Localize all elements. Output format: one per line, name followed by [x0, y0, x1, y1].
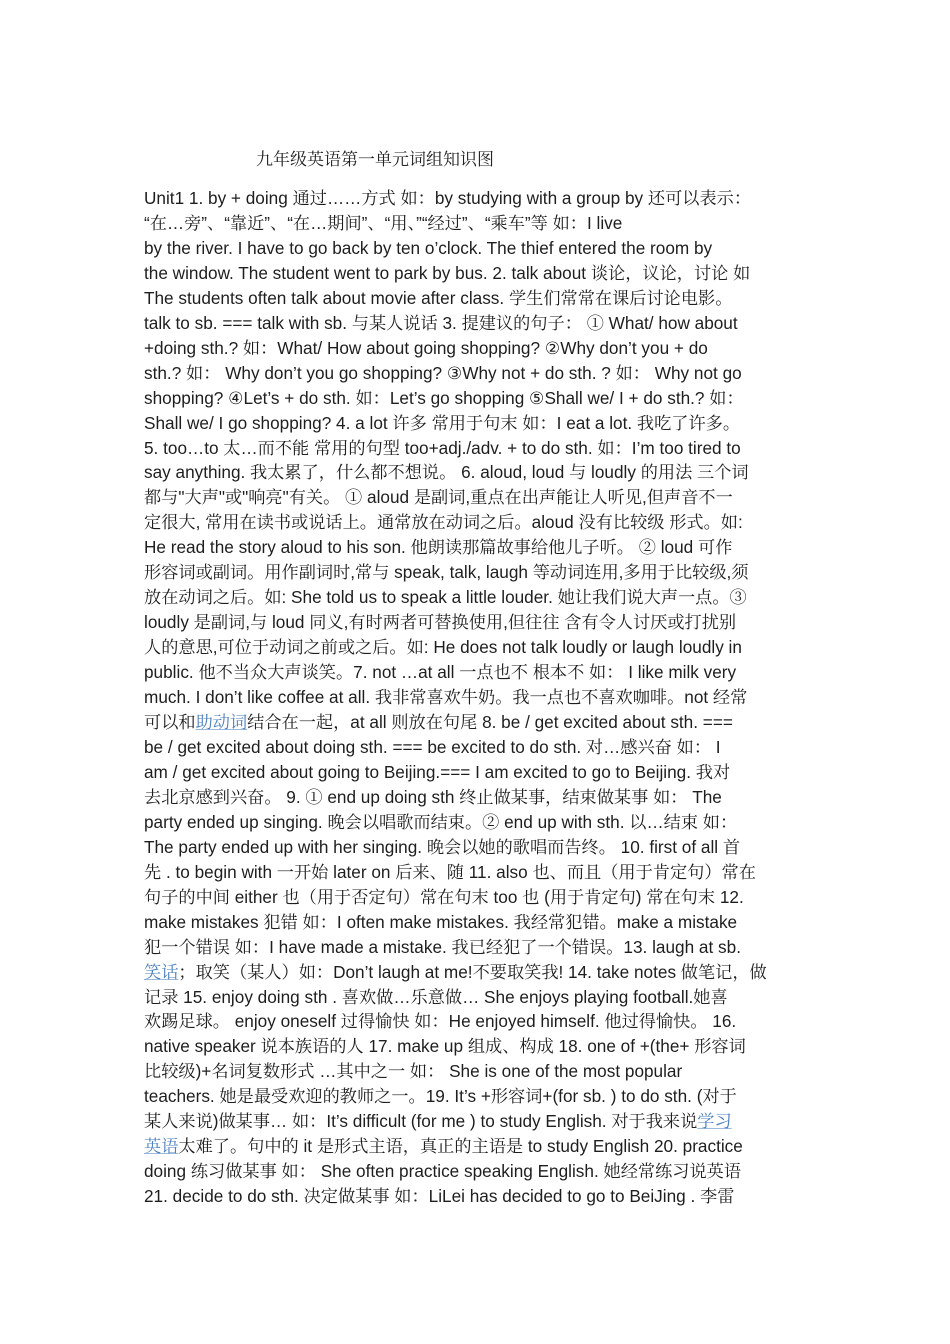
text-line: [144, 510, 810, 535]
text-segment: 5. too…to 太…而不能 常用的句型 too+adj./adv. + to do sth. 如：I’m too tired to: [144, 437, 741, 458]
text-segment: 放在动词之后。如: She told us to speak a little louder. 她让我们说大声一点。③: [144, 587, 747, 608]
text-line: [144, 311, 810, 336]
text-line: [144, 1084, 810, 1109]
text-line: [144, 560, 810, 585]
text-segment: talk to sb. === talk with sb. 与某人说话 3. 提建议的句子： ① What/ how about: [144, 312, 738, 333]
text-segment: ；取笑（某人）如：Don’t laugh at me!不要取笑我! 14. take notes 做笔记，做: [178, 961, 767, 982]
text-segment: 结合在一起，at all 则放在句尾 8. be / get excited about sth. ===: [247, 712, 733, 733]
text-segment: “在…旁”、“靠近”、“在…期间”、“用、”“经过”、“乘车”等 如：I live: [144, 212, 623, 233]
text-segment: 人的意思,可位于动词之前或之后。如: He does not talk loudly or laugh loudly in: [144, 637, 742, 658]
text-segment: by the river. I have to go back by ten o’clock. The thief entered the room by: [144, 237, 713, 258]
text-segment: He read the story aloud to his son. 他朗读那篇故事给他儿子听。 ② loud 可作: [144, 537, 733, 558]
text-segment: 可以和: [144, 712, 196, 733]
text-line: [144, 660, 810, 685]
text-line: [144, 1059, 810, 1084]
text-segment: 记录 15. enjoy doing sth . 喜欢做…乐意做… She enjoys playing football.她喜: [144, 986, 728, 1007]
text-line: [144, 885, 810, 910]
text-segment: be / get excited about doing sth. === be excited to do sth. 对…感兴奋 如： I: [144, 736, 721, 757]
text-line: [144, 411, 810, 436]
text-line: [144, 336, 810, 361]
text-line: [144, 710, 810, 735]
document-body: [144, 186, 810, 1209]
text-line: [144, 1159, 810, 1184]
text-line: [144, 436, 810, 461]
hyperlink[interactable]: 笑话: [144, 961, 179, 982]
text-line: [144, 585, 810, 610]
text-line: [144, 910, 810, 935]
text-segment: The party ended up with her singing. 晚会以她的歌唱而告终。 10. first of all 首: [144, 836, 741, 857]
text-line: [144, 286, 810, 311]
text-segment: +doing sth.? 如：What/ How about going shopping? ②Why don’t you + do: [144, 337, 708, 358]
text-segment: teachers. 她是最受欢迎的教师之一。19. It’s +形容词+(for sb. ) to do sth. (对于: [144, 1086, 737, 1107]
text-line: [144, 1009, 810, 1034]
text-segment: say anything. 我太累了，什么都不想说。 6. aloud, loud 与 loudly 的用法 三个词: [144, 462, 749, 483]
text-line: [144, 261, 810, 286]
text-line: [144, 860, 810, 885]
text-segment: am / get excited about going to Beijing.=== I am excited to go to Beijing. 我对: [144, 761, 731, 782]
text-line: [144, 1184, 810, 1209]
text-segment: 太难了。句中的 it 是形式主语，真正的主语是 to study English 20. practice: [178, 1136, 743, 1157]
text-line: [144, 960, 810, 985]
text-segment: 比较级)+名词复数形式 …其中之一 如： She is one of the most popular: [144, 1061, 683, 1082]
text-segment: the window. The student went to park by bus. 2. talk about 谈论，议论，讨论 如: [144, 262, 751, 283]
text-segment: shopping? ④Let’s + do sth. 如：Let’s go shopping ⑤Shall we/ I + do sth.? 如：: [144, 387, 744, 408]
text-line: [144, 685, 810, 710]
text-segment: Unit1 1. by + doing 通过……方式 如：by studying with a group by 还可以表示：: [144, 188, 752, 208]
text-segment: 定很大, 常用在读书或说话上。通常放在动词之后。aloud 没有比较级 形式。如:: [144, 512, 743, 533]
document-title: 九年级英语第一单元词组知识图: [256, 150, 494, 170]
text-line: [144, 535, 810, 560]
text-line: [144, 485, 810, 510]
text-line: [144, 810, 810, 835]
text-line: [144, 1109, 810, 1134]
text-segment: 去北京感到兴奋。 9. ① end up doing sth 终止做某事，结束做某事 如： The: [144, 786, 722, 807]
text-line: [144, 735, 810, 760]
text-segment: 欢踢足球。 enjoy oneself 过得愉快 如：He enjoyed himself. 他过得愉快。 16.: [144, 1011, 737, 1032]
text-line: [144, 186, 810, 211]
text-segment: sth.? 如： Why don’t you go shopping? ③Why not + do sth. ? 如： Why not go: [144, 362, 742, 383]
text-line: [144, 1134, 810, 1159]
text-line: [144, 361, 810, 386]
text-line: [144, 236, 810, 261]
text-segment: native speaker 说本族语的人 17. make up 组成、构成 18. one of +(the+ 形容词: [144, 1036, 746, 1057]
text-line: [144, 635, 810, 660]
text-line: [144, 785, 810, 810]
text-segment: 某人来说)做某事… 如：It’s difficult (for me ) to study English. 对于我来说: [144, 1111, 698, 1132]
text-segment: 都与"大声"或"响亮"有关。 ① aloud 是副词,重点在出声能让人听见,但声音不一: [144, 487, 733, 508]
hyperlink[interactable]: 助动词: [195, 712, 248, 733]
text-segment: make mistakes 犯错 如：I often make mistakes. 我经常犯错。make a mistake: [144, 911, 738, 932]
text-line: [144, 760, 810, 785]
text-segment: 形容词或副词。用作副词时,常与 speak, talk, laugh 等动词连用,多用于比较级,须: [144, 562, 749, 583]
text-line: [144, 935, 810, 960]
text-line: [144, 386, 810, 411]
hyperlink[interactable]: 学习: [697, 1111, 732, 1132]
text-segment: The students often talk about movie after class. 学生们常常在课后讨论电影。: [144, 287, 733, 308]
text-segment: public. 他不当众大声谈笑。7. not …at all 一点也不 根本不 如： I like milk very: [144, 662, 737, 683]
text-line: [144, 211, 810, 236]
text-segment: 犯一个错误 如：I have made a mistake. 我已经犯了一个错误。13. laugh at sb.: [144, 936, 741, 957]
text-segment: party ended up singing. 晚会以唱歌而结束。② end up with sth. 以…结束 如：: [144, 811, 738, 832]
text-segment: 句子的中间 either 也（用于否定句）常在句末 too 也 (用于肯定句) 常在句末 12.: [144, 886, 744, 907]
text-line: [144, 460, 810, 485]
text-segment: loudly 是副词,与 loud 同义,有时两者可替换使用,但往往 含有令人讨厌或打扰别: [144, 612, 737, 633]
text-line: [144, 610, 810, 635]
text-segment: 先 . to begin with 一开始 later on 后来、随 11. also 也、而且（用于肯定句）常在: [144, 861, 756, 882]
text-segment: Shall we/ I go shopping? 4. a lot 许多 常用于句末 如：I eat a lot. 我吃了许多。: [144, 412, 741, 433]
text-segment: doing 练习做某事 如： She often practice speaking English. 她经常练习说英语: [144, 1161, 742, 1182]
hyperlink[interactable]: 英语: [144, 1136, 179, 1157]
text-segment: 21. decide to do sth. 决定做某事 如：LiLei has decided to go to BeiJing . 李雷: [144, 1186, 735, 1207]
text-line: [144, 1034, 810, 1059]
text-line: [144, 835, 810, 860]
text-line: [144, 985, 810, 1010]
text-segment: much. I don’t like coffee at all. 我非常喜欢牛奶。我一点也不喜欢咖啡。not 经常: [144, 687, 748, 708]
